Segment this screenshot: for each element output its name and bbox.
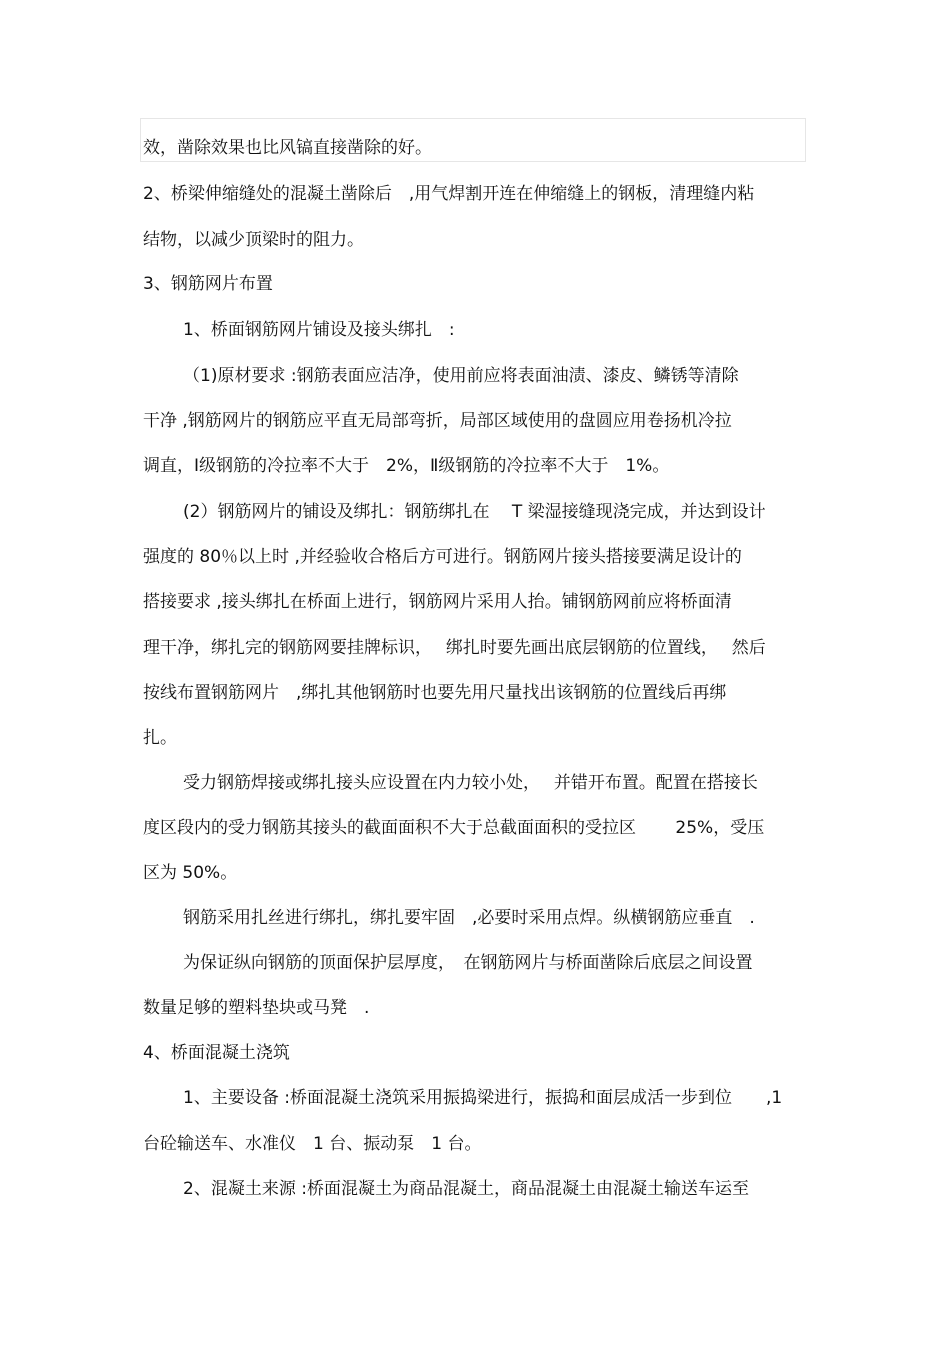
text-line: 区为 50%。 <box>143 863 238 883</box>
section-heading: 3、钢筋网片布置 <box>143 274 273 294</box>
text-line: 理干净，绑扎完的钢筋网要挂牌标识， 绑扎时要先画出底层钢筋的位置线， 然后 <box>143 638 766 658</box>
subsection-heading: 1、主要设备 :桥面混凝土浇筑采用振捣梁进行，振捣和面层成活一步到位 ,1 <box>183 1088 783 1108</box>
text-line: 数量足够的塑料垫块或马凳 . <box>143 998 370 1018</box>
text-line: 钢筋采用扎丝进行绑扎，绑扎要牢固 ,必要时采用点焊。纵横钢筋应垂直 . <box>183 908 755 928</box>
text-line: 结物，以减少顶梁时的阻力。 <box>143 230 364 250</box>
text-line: 搭接要求 ,接头绑扎在桥面上进行，钢筋网片采用人抬。铺钢筋网前应将桥面清 <box>143 592 732 612</box>
section-heading: 4、桥面混凝土浇筑 <box>143 1043 290 1063</box>
text-line: 2、桥梁伸缩缝处的混凝土凿除后 ,用气焊割开连在伸缩缝上的钢板，清理缝内粘 <box>143 184 755 204</box>
text-line: 为保证纵向钢筋的顶面保护层厚度， 在钢筋网片与桥面凿除后底层之间设置 <box>183 953 753 973</box>
text-line: 度区段内的受力钢筋其接头的截面面积不大于总截面面积的受拉区 25%，受压 <box>143 818 765 838</box>
subsection-heading: 1、桥面钢筋网片铺设及接头绑扎 : <box>183 320 455 340</box>
text-line: 强度的 80％以上时 ,并经验收合格后方可进行。钢筋网片接头搭接要满足设计的 <box>143 547 742 567</box>
subsection-heading: 2、混凝土来源 :桥面混凝土为商品混凝土，商品混凝土由混凝土输送车运至 <box>183 1179 749 1199</box>
text-line: 调直，Ⅰ级钢筋的冷拉率不大于 2%，Ⅱ级钢筋的冷拉率不大于 1%。 <box>143 456 670 476</box>
text-line: 效，凿除效果也比风镐直接凿除的好。 <box>143 138 432 158</box>
text-line: (2）钢筋网片的铺设及绑扎：钢筋绑扎在 T 梁湿接缝现浇完成，并达到设计 <box>183 502 766 522</box>
text-line: 干净 ,钢筋网片的钢筋应平直无局部弯折，局部区域使用的盘圆应用卷扬机冷拉 <box>143 411 732 431</box>
text-line: 受力钢筋焊接或绑扎接头应设置在内力较小处， 并错开布置。配置在搭接长 <box>183 773 758 793</box>
text-line: 按线布置钢筋网片 ,绑扎其他钢筋时也要先用尺量找出该钢筋的位置线后再绑 <box>143 683 727 703</box>
text-line: 扎。 <box>143 728 177 748</box>
text-line: （1)原材要求 :钢筋表面应洁净，使用前应将表面油渍、漆皮、鳞锈等清除 <box>183 366 739 386</box>
text-line: 台砼输送车、水准仪 1 台、振动泵 1 台。 <box>143 1134 482 1154</box>
